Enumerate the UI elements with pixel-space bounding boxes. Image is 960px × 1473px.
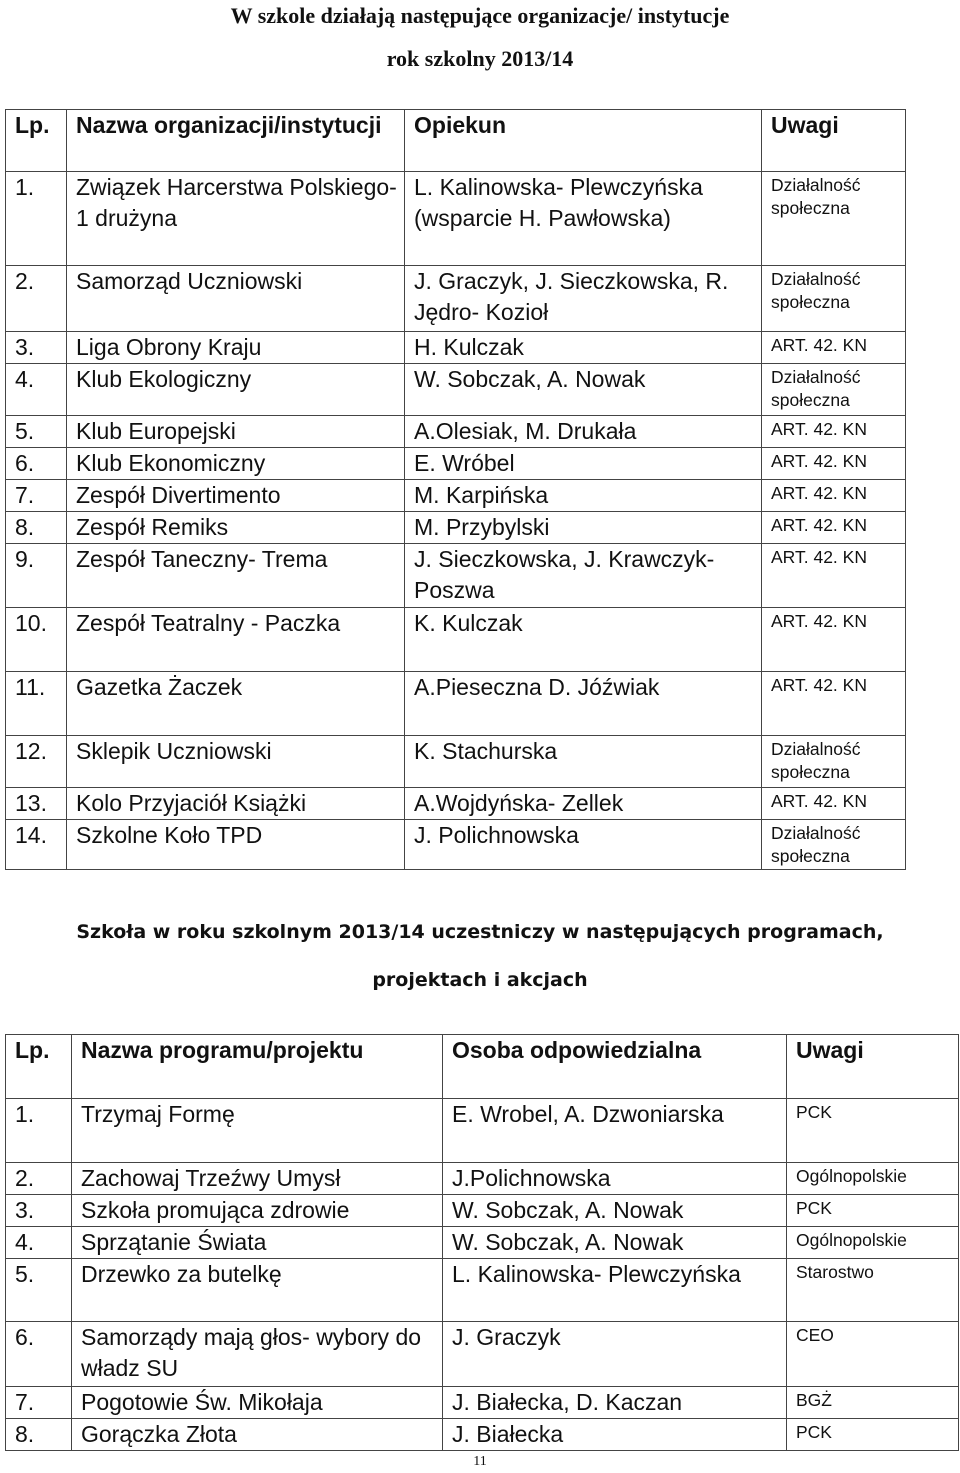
row-notes [787,1099,959,1163]
notes-text: ART. 42. KN [771,515,867,535]
row-person: W. Sobczak, A. Nowak [443,1195,787,1227]
section-title: Szkoła w roku szkolnym 2013/14 uczestniczy w następujących programach, [76,921,884,943]
table-row [6,448,906,480]
row-guardian: W. Sobczak, A. Nowak [405,364,762,416]
row-person: L. Kalinowska- Plewczyńska [443,1259,787,1322]
row-lp: 2. [6,1163,72,1195]
row-lp: 10. [6,608,67,672]
table-row [6,1387,959,1419]
notes-text: Działalność społeczna [771,823,861,866]
notes-text: PCK [796,1198,832,1218]
header-lp: Lp. [6,1035,72,1099]
row-lp: 5. [6,1259,72,1322]
notes-text: Działalność społeczna [771,269,861,312]
row-lp: 4. [6,364,67,416]
header-notes: Uwagi [787,1035,959,1099]
row-name: Sklepik Uczniowski [67,736,405,788]
row-name: Zespół Teatralny - Paczka [67,608,405,672]
row-notes [762,480,906,512]
notes-text: ART. 42. KN [771,611,867,631]
row-guardian: A.Olesiak, M. Drukała [405,416,762,448]
notes-text: ART. 42. KN [771,335,867,355]
section-subtitle: projektach i akcjach [372,969,588,991]
row-notes [787,1322,959,1387]
notes-text: Ogólnopolskie [796,1166,907,1186]
row-name: Gazetka Żaczek [67,672,405,736]
row-lp: 13. [6,788,67,820]
notes-text: Działalność społeczna [771,175,861,218]
row-name: Zespół Taneczny- Trema [67,544,405,608]
document-subtitle: rok szkolny 2013/14 [386,46,574,71]
table-row [6,672,906,736]
row-guardian: L. Kalinowska- Plewczyńska (wsparcie H. Pawłowska) [405,172,762,266]
row-notes [762,416,906,448]
row-notes [787,1195,959,1227]
row-name: Drzewko za butelkę [72,1259,443,1322]
table-row [6,1322,959,1387]
row-lp: 8. [6,512,67,544]
notes-text: ART. 42. KN [771,547,867,567]
table-row [6,1163,959,1195]
notes-text: ART. 42. KN [771,791,867,811]
row-name: Liga Obrony Kraju [67,332,405,364]
row-lp: 3. [6,332,67,364]
header-person: Osoba odpowiedzialna [443,1035,787,1099]
row-guardian: K. Stachurska [405,736,762,788]
row-person: J. Białecka [443,1419,787,1451]
row-lp: 4. [6,1227,72,1259]
row-notes [762,332,906,364]
row-lp: 5. [6,416,67,448]
table-row [6,820,906,870]
table-row [6,266,906,332]
table-row [6,512,906,544]
table-row [6,332,906,364]
header-name: Nazwa programu/projektu [72,1035,443,1099]
notes-text: Działalność społeczna [771,367,861,410]
row-notes [762,266,906,332]
notes-text: Działalność społeczna [771,739,861,782]
header-guardian: Opiekun [405,110,762,172]
row-lp: 14. [6,820,67,870]
row-lp: 6. [6,448,67,480]
row-guardian: J. Sieczkowska, J. Krawczyk- Poszwa [405,544,762,608]
row-lp: 8. [6,1419,72,1451]
row-name: Pogotowie Św. Mikołaja [72,1387,443,1419]
table-row [6,172,906,266]
row-name: Klub Ekologiczny [67,364,405,416]
table-row [6,608,906,672]
row-name: Zespół Remiks [67,512,405,544]
notes-text: ART. 42. KN [771,675,867,695]
row-guardian: K. Kulczak [405,608,762,672]
table-row [6,544,906,608]
row-notes [762,544,906,608]
table-row [6,364,906,416]
row-notes [762,788,906,820]
row-lp: 6. [6,1322,72,1387]
notes-text: CEO [796,1325,834,1345]
row-name: Szkoła promująca zdrowie [72,1195,443,1227]
row-guardian: M. Przybylski [405,512,762,544]
row-person: E. Wrobel, A. Dzwoniarska [443,1099,787,1163]
row-notes [762,512,906,544]
row-name: Klub Europejski [67,416,405,448]
table-row [6,416,906,448]
row-notes [787,1163,959,1195]
table-header-row [6,110,906,172]
header-lp: Lp. [6,110,67,172]
row-notes [762,364,906,416]
row-lp: 9. [6,544,67,608]
table-row [6,1227,959,1259]
row-lp: 3. [6,1195,72,1227]
row-name: Sprzątanie Świata [72,1227,443,1259]
row-notes [787,1227,959,1259]
row-lp: 1. [6,1099,72,1163]
row-guardian: H. Kulczak [405,332,762,364]
row-notes [762,448,906,480]
row-person: J.Polichnowska [443,1163,787,1195]
row-notes [787,1419,959,1451]
page-number: 11 [473,1454,487,1469]
row-name: Szkolne Koło TPD [67,820,405,870]
row-name: Samorząd Uczniowski [67,266,405,332]
row-guardian: E. Wróbel [405,448,762,480]
table-row [6,1259,959,1322]
row-notes [787,1387,959,1419]
row-lp: 2. [6,266,67,332]
row-lp: 7. [6,480,67,512]
row-lp: 1. [6,172,67,266]
row-person: J. Graczyk [443,1322,787,1387]
row-guardian: A.Wojdyńska- Zellek [405,788,762,820]
row-name: Zachowaj Trzeźwy Umysł [72,1163,443,1195]
row-guardian: J. Graczyk, J. Sieczkowska, R. Jędro- Kozioł [405,266,762,332]
table-row [6,1099,959,1163]
row-person: W. Sobczak, A. Nowak [443,1227,787,1259]
table-row [6,788,906,820]
organizations-table [5,109,906,870]
table-header-row [6,1035,959,1099]
notes-text: ART. 42. KN [771,483,867,503]
row-guardian: J. Polichnowska [405,820,762,870]
notes-text: ART. 42. KN [771,451,867,471]
table-row [6,736,906,788]
row-lp: 11. [6,672,67,736]
row-notes [762,736,906,788]
row-name: Kolo Przyjaciół Książki [67,788,405,820]
row-name: Trzymaj Formę [72,1099,443,1163]
notes-text: PCK [796,1102,832,1122]
row-name: Związek Harcerstwa Polskiego- 1 drużyna [67,172,405,266]
notes-text: Starostwo [796,1262,874,1282]
notes-text: Ogólnopolskie [796,1230,907,1250]
row-notes [787,1259,959,1322]
row-guardian: A.Pieseczna D. Jóźwiak [405,672,762,736]
row-notes [762,820,906,870]
row-person: J. Białecka, D. Kaczan [443,1387,787,1419]
table-row [6,480,906,512]
programs-table [5,1034,959,1451]
document-title: W szkole działają następujące organizacje/ instytucje [230,3,730,28]
row-name: Zespół Divertimento [67,480,405,512]
table-row [6,1195,959,1227]
row-name: Gorączka Złota [72,1419,443,1451]
row-guardian: M. Karpińska [405,480,762,512]
header-notes: Uwagi [762,110,906,172]
row-name: Samorządy mają głos- wybory do władz SU [72,1322,443,1387]
row-notes [762,172,906,266]
row-lp: 12. [6,736,67,788]
notes-text: BGŻ [796,1390,832,1410]
row-lp: 7. [6,1387,72,1419]
notes-text: ART. 42. KN [771,419,867,439]
row-name: Klub Ekonomiczny [67,448,405,480]
row-notes [762,672,906,736]
notes-text: PCK [796,1422,832,1442]
header-name: Nazwa organizacji/instytucji [67,110,405,172]
row-notes [762,608,906,672]
table-row [6,1419,959,1451]
